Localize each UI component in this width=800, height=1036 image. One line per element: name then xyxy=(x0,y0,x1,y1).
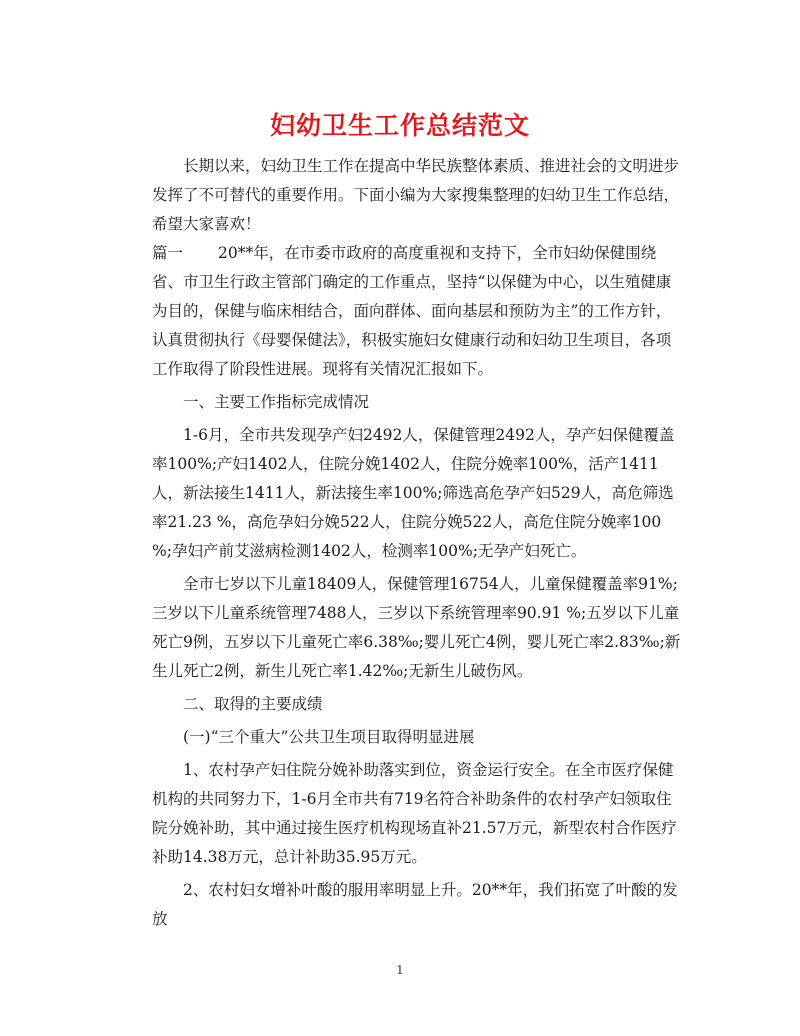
section1-paragraph-2: 全市七岁以下儿童18409人，保健管理16754人，儿童保健覆盖率91%;三岁以下儿童系统管理7488人，三岁以下系统管理率90.91 %;五岁以下儿童死亡9例，五岁以下儿童死亡率6.38‰;婴儿死亡4例，婴儿死亡率2.83‰;新生儿死亡2例，新生儿死亡率1.42‰;无新生儿破伤风。 xyxy=(152,575,681,680)
section2-item-1: 1、农村孕产妇住院分娩补助落实到位，资金运行安全。在全市医疗保健机构的共同努力下，1-6月全市共有719名符合补助条件的农村孕产妇领取住院分娩补助，其中通过接生医疗机构现场直补21.57万元，新型农村合作医疗补助14.38万元，总计补助35.95万元。 xyxy=(152,761,677,866)
section2-heading: 二、取得的主要成绩 xyxy=(183,695,323,713)
document-title: 妇幼卫生工作总结范文 xyxy=(269,111,530,140)
part-label: 篇一 xyxy=(152,244,184,262)
part-one-paragraph xyxy=(152,239,682,384)
intro-paragraph: 长期以来，妇幼卫生工作在提高中华民族整体素质、推进社会的文明进步发挥了不可替代的重要作用。下面小编为大家搜集整理的妇幼卫生工作总结，希望大家喜欢！ xyxy=(152,157,680,233)
section2-item-2: 2、农村妇女增补叶酸的服用率明显上升。20**年，我们拓宽了叶酸的发放 xyxy=(152,881,678,928)
section2-subheading-1: (一)“三个重大”公共卫生项目取得明显进展 xyxy=(183,728,475,746)
page-number: 1 xyxy=(396,963,404,977)
section1-paragraph-1: 1-6月，全市共发现孕产妇2492人，保健管理2492人，孕产妇保健覆盖率100%;产妇1402人，住院分娩1402人，住院分娩率100%，活产1411人，新法接生1411人，新法接生率100%;筛选高危孕产妇529人，高危筛选率21.23 %，高危孕妇分娩522人，住院分娩522人，高危住院分娩率100 %;孕妇产前艾滋病检测1402人，检测率100%;无孕产妇死亡。 xyxy=(152,426,675,560)
section1-heading: 一、主要工作指标完成情况 xyxy=(183,393,370,411)
document-body xyxy=(152,152,682,934)
part-one-text: 20**年，在市委市政府的高度重视和支持下，全市妇幼保健围绕省、市卫生行政主管部门确定的工作重点，坚持“以保健为中心，以生殖健康为目的，保健与临床相结合，面向群体、面向基层和预防为主”的工作方针，认真贯彻执行《母婴保健法》，积极实施妇女健康行动和妇幼卫生项目，各项工作取得了阶段性进展。现将有关情况汇报如下。 xyxy=(152,244,672,378)
